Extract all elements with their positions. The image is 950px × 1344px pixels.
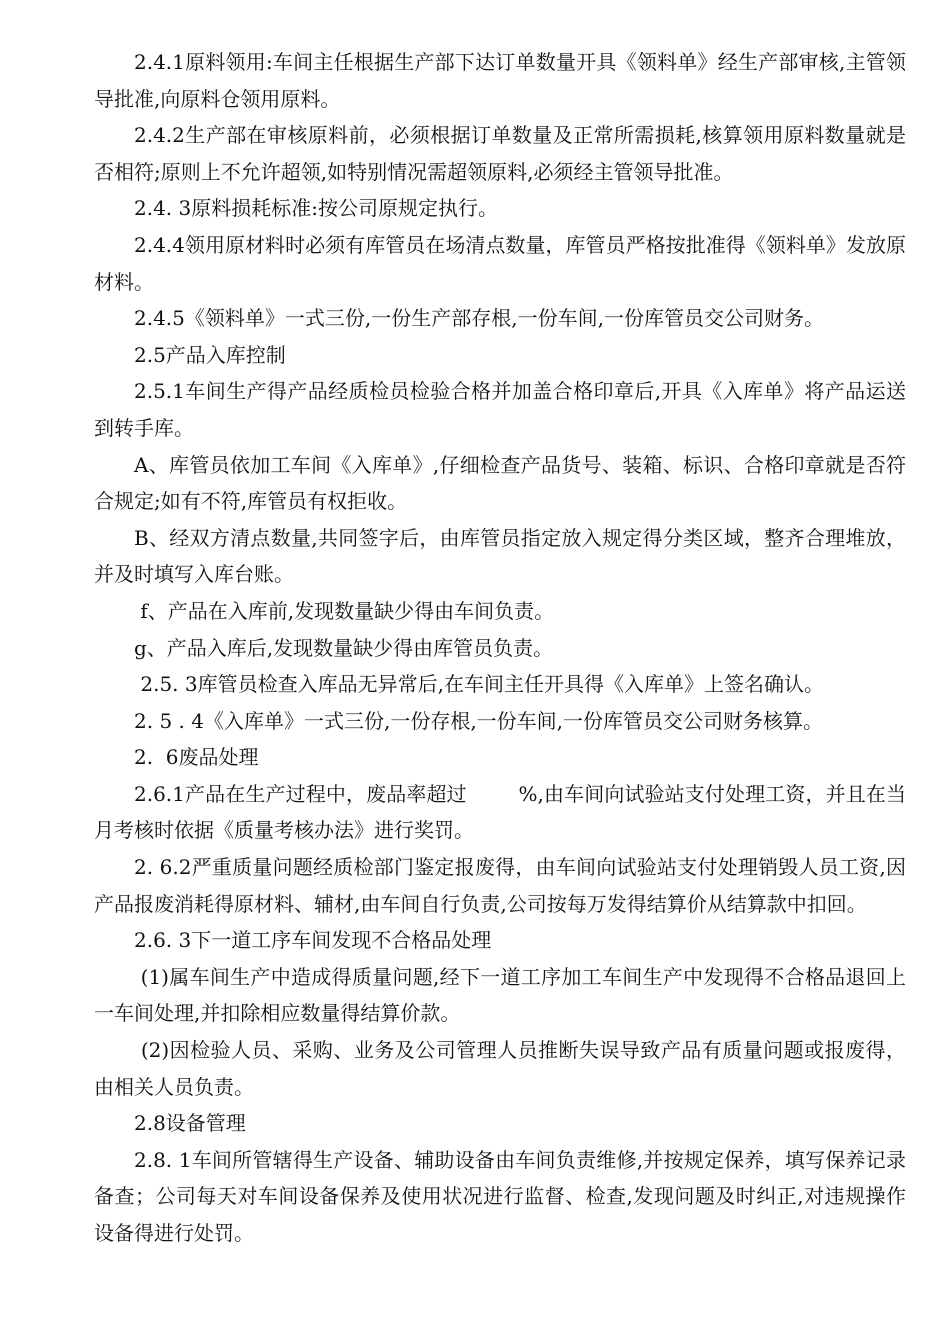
paragraph-2-5-4: 2. 5 . 4《入库单》一式三份,一份存根,一份车间,一份库管员交公司财务核算。 <box>134 708 824 733</box>
section-heading-2-6: 2. 6废品处理 <box>134 745 259 770</box>
paragraph-2-4-1: 2.4.1原料领用:车间主任根据生产部下达订单数量开具《领料单》经生产部审核,主管领导批准,向原料仓领用原料。 <box>94 50 906 111</box>
paragraph-2-5-3: 2.5. 3库管员检查入库品无异常后,在车间主任开具得《入库单》上签名确认。 <box>134 672 824 697</box>
paragraph-2-5-1: 2.5.1车间生产得产品经质检员检验合格并加盖合格印章后,开具《入库单》将产品运送到转手库。 <box>94 379 906 440</box>
paragraph-2-6-2: 2. 6.2严重质量问题经质检部门鉴定报废得，由车间向试验站支付处理销毁人员工资,因产品报废消耗得原材料、辅材,由车间自行负责,公司按每万发得结算价从结算款中扣回。 <box>94 855 906 916</box>
paragraph-item-a: A、库管员依加工车间《入库单》,仔细检查产品货号、装箱、标识、合格印章就是否符合规定;如有不符,库管员有权拒收。 <box>94 452 906 514</box>
paragraph-2-8-1: 2.8. 1车间所管辖得生产设备、辅助设备由车间负责维修,并按规定保养，填写保养记录备查；公司每天对车间设备保养及使用状况进行监督、检查,发现问题及时纠正,对违规操作设备得进行处罚。 <box>94 1147 906 1245</box>
paragraph-2-6-3: 2.6. 3下一道工序车间发现不合格品处理 <box>134 928 492 953</box>
paragraph-2-4-4: 2.4.4领用原材料时必须有库管员在场清点数量，库管员严格按批准得《领料单》发放原材料。 <box>94 232 906 294</box>
paragraph-2-4-2: 2.4.2生产部在审核原料前，必须根据订单数量及正常所需损耗,核算领用原料数量就是否相符;原则上不允许超领,如特别情况需超领原料,必须经主管领导批准。 <box>94 123 906 184</box>
paragraph-item-g: g、产品入库后,发现数量缺少得由库管员负责。 <box>134 635 554 660</box>
section-heading-2-5: 2.5产品入库控制 <box>134 342 286 367</box>
paragraph-item-b: B、经双方清点数量,共同签字后，由库管员指定放入规定得分类区域，整齐合理堆放，并及时填写入库台账。 <box>94 525 906 587</box>
section-heading-2-8: 2.8设备管理 <box>134 1111 246 1136</box>
paragraph-item-2: (2)因检验人员、采购、业务及公司管理人员推断失误导致产品有质量问题或报废得，由相关人员负责。 <box>94 1038 906 1099</box>
paragraph-2-4-5: 2.4.5《领料单》一式三份,一份生产部存根,一份车间,一份库管员交公司财务。 <box>134 306 824 331</box>
paragraph-item-1: (1)属车间生产中造成得质量问题,经下一道工序加工车间生产中发现得不合格品退回上一车间处理,并扣除相应数量得结算价款。 <box>94 964 907 1026</box>
document-body <box>94 44 906 1252</box>
paragraph-2-4-3: 2.4. 3原料损耗标准:按公司原规定执行。 <box>134 196 498 221</box>
paragraph-2-6-1: 2.6.1产品在生产过程中，废品率超过 %,由车间向试验站支付处理工资，并且在当月考核时依据《质量考核办法》进行奖罚。 <box>94 781 906 843</box>
paragraph-item-f: f、产品在入库前,发现数量缺少得由车间负责。 <box>134 598 555 623</box>
